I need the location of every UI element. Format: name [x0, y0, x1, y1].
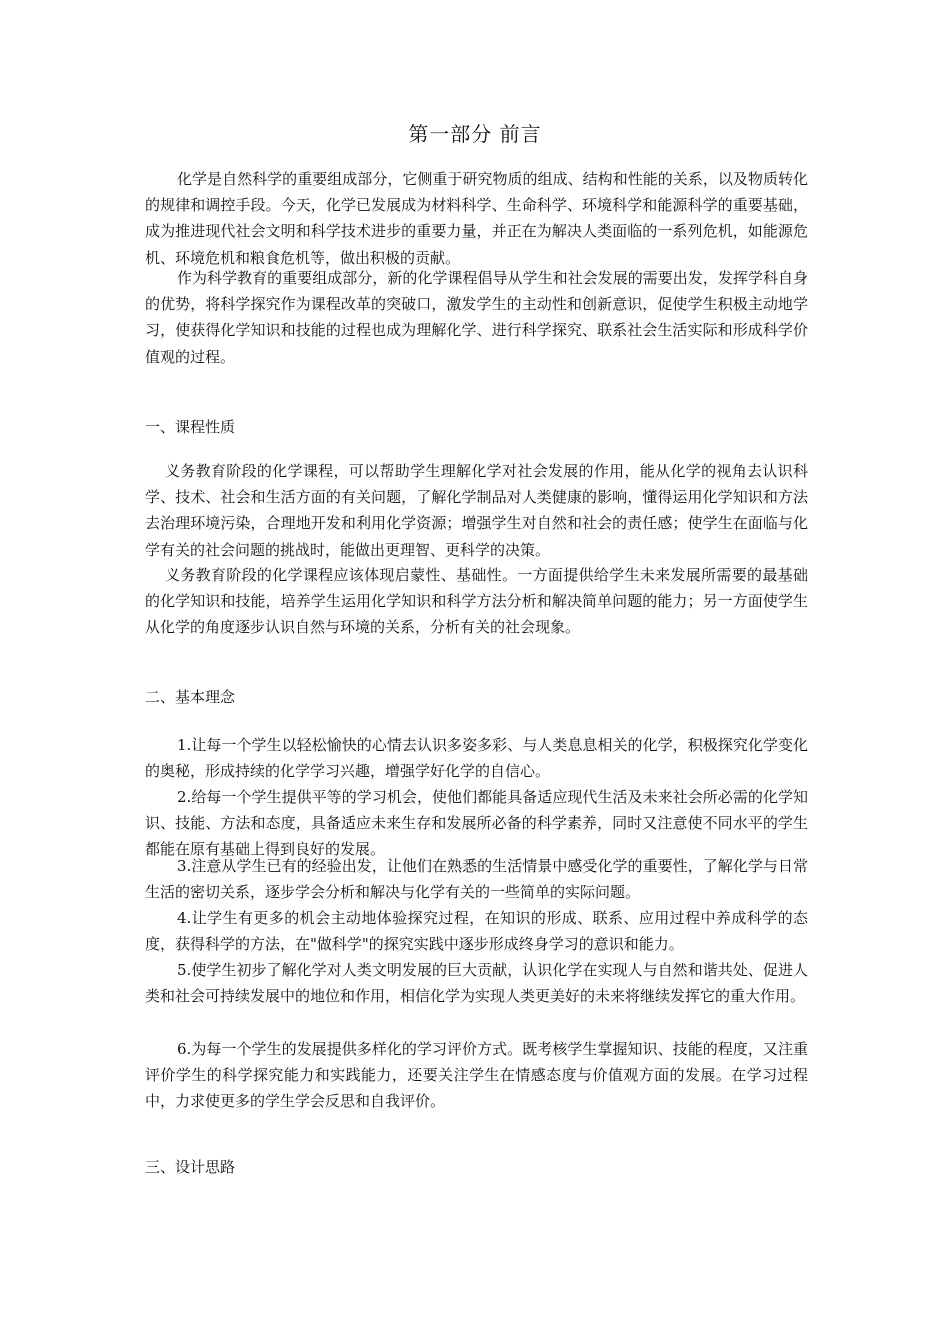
concept-item-1: 1.让每一个学生以轻松愉快的心情去认识多姿多彩、与人类息息相关的化学，积极探究化学变化的奥秘，形成持续的化学学习兴趣，增强学好化学的自信心。 [145, 736, 808, 781]
nature-paragraph-2: 义务教育阶段的化学课程应该体现启蒙性、基础性。一方面提供给学生未来发展所需要的最基础的化学知识和技能，培养学生运用化学知识和科学方法分析和解决简单问题的能力；另一方面使学生从化学的角度逐步认识自然与环境的关系，分析有关的社会现象。 [145, 566, 808, 637]
section-heading-nature: 一、课程性质 [145, 418, 236, 436]
intro-paragraph-2: 作为科学教育的重要组成部分，新的化学课程倡导从学生和社会发展的需要出发，发挥学科自身的优势，将科学探究作为课程改革的突破口，激发学生的主动性和创新意识，促使学生积极主动地学习，使获得化学知识和技能的过程也成为理解化学、进行科学探究、联系社会生活实际和形成科学价值观的过程。 [145, 269, 808, 366]
concept-item-6: 6.为每一个学生的发展提供多样化的学习评价方式。既考核学生掌握知识、技能的程度，又注重评价学生的科学探究能力和实践能力，还要关注学生在情感态度与价值观方面的发展。在学习过程中，力求使更多的学生学会反思和自我评价。 [145, 1040, 808, 1111]
intro-paragraph-1: 化学是自然科学的重要组成部分，它侧重于研究物质的组成、结构和性能的关系，以及物质转化的规律和调控手段。今天，化学已发展成为材料科学、生命科学、环境科学和能源科学的重要基础，成为推进现代社会文明和科学技术进步的重要力量，并正在为解决人类面临的一系列危机，如能源危机、环境危机和粮食危机等，做出积极的贡献。 [145, 170, 808, 267]
section-heading-concepts: 二、基本理念 [145, 688, 236, 706]
section-heading-design: 三、设计思路 [145, 1158, 236, 1176]
concept-item-2: 2.给每一个学生提供平等的学习机会，使他们都能具备适应现代生活及未来社会所必需的化学知识、技能、方法和态度，具备适应未来生存和发展所必备的科学素养，同时又注意使不同水平的学生都能在原有基础上得到良好的发展。 [145, 788, 808, 859]
page-title: 第一部分 前言 [408, 122, 542, 146]
nature-paragraph-1: 义务教育阶段的化学课程，可以帮助学生理解化学对社会发展的作用，能从化学的视角去认识科学、技术、社会和生活方面的有关问题，了解化学制品对人类健康的影响，懂得运用化学知识和方法去治理环境污染，合理地开发和利用化学资源；增强学生对自然和社会的责任感；使学生在面临与化学有关的社会问题的挑战时，能做出更理智、更科学的决策。 [145, 462, 808, 559]
concept-item-5: 5.使学生初步了解化学对人类文明发展的巨大贡献，认识化学在实现人与自然和谐共处、促进人类和社会可持续发展中的地位和作用，相信化学为实现人类更美好的未来将继续发挥它的重大作用。 [145, 961, 808, 1006]
concept-item-4: 4.让学生有更多的机会主动地体验探究过程，在知识的形成、联系、应用过程中养成科学的态度，获得科学的方法，在"做科学"的探究实践中逐步形成终身学习的意识和能力。 [145, 909, 808, 954]
concept-item-3: 3.注意从学生已有的经验出发，让他们在熟悉的生活情景中感受化学的重要性，了解化学与日常生活的密切关系，逐步学会分析和解决与化学有关的一些简单的实际问题。 [145, 857, 808, 902]
